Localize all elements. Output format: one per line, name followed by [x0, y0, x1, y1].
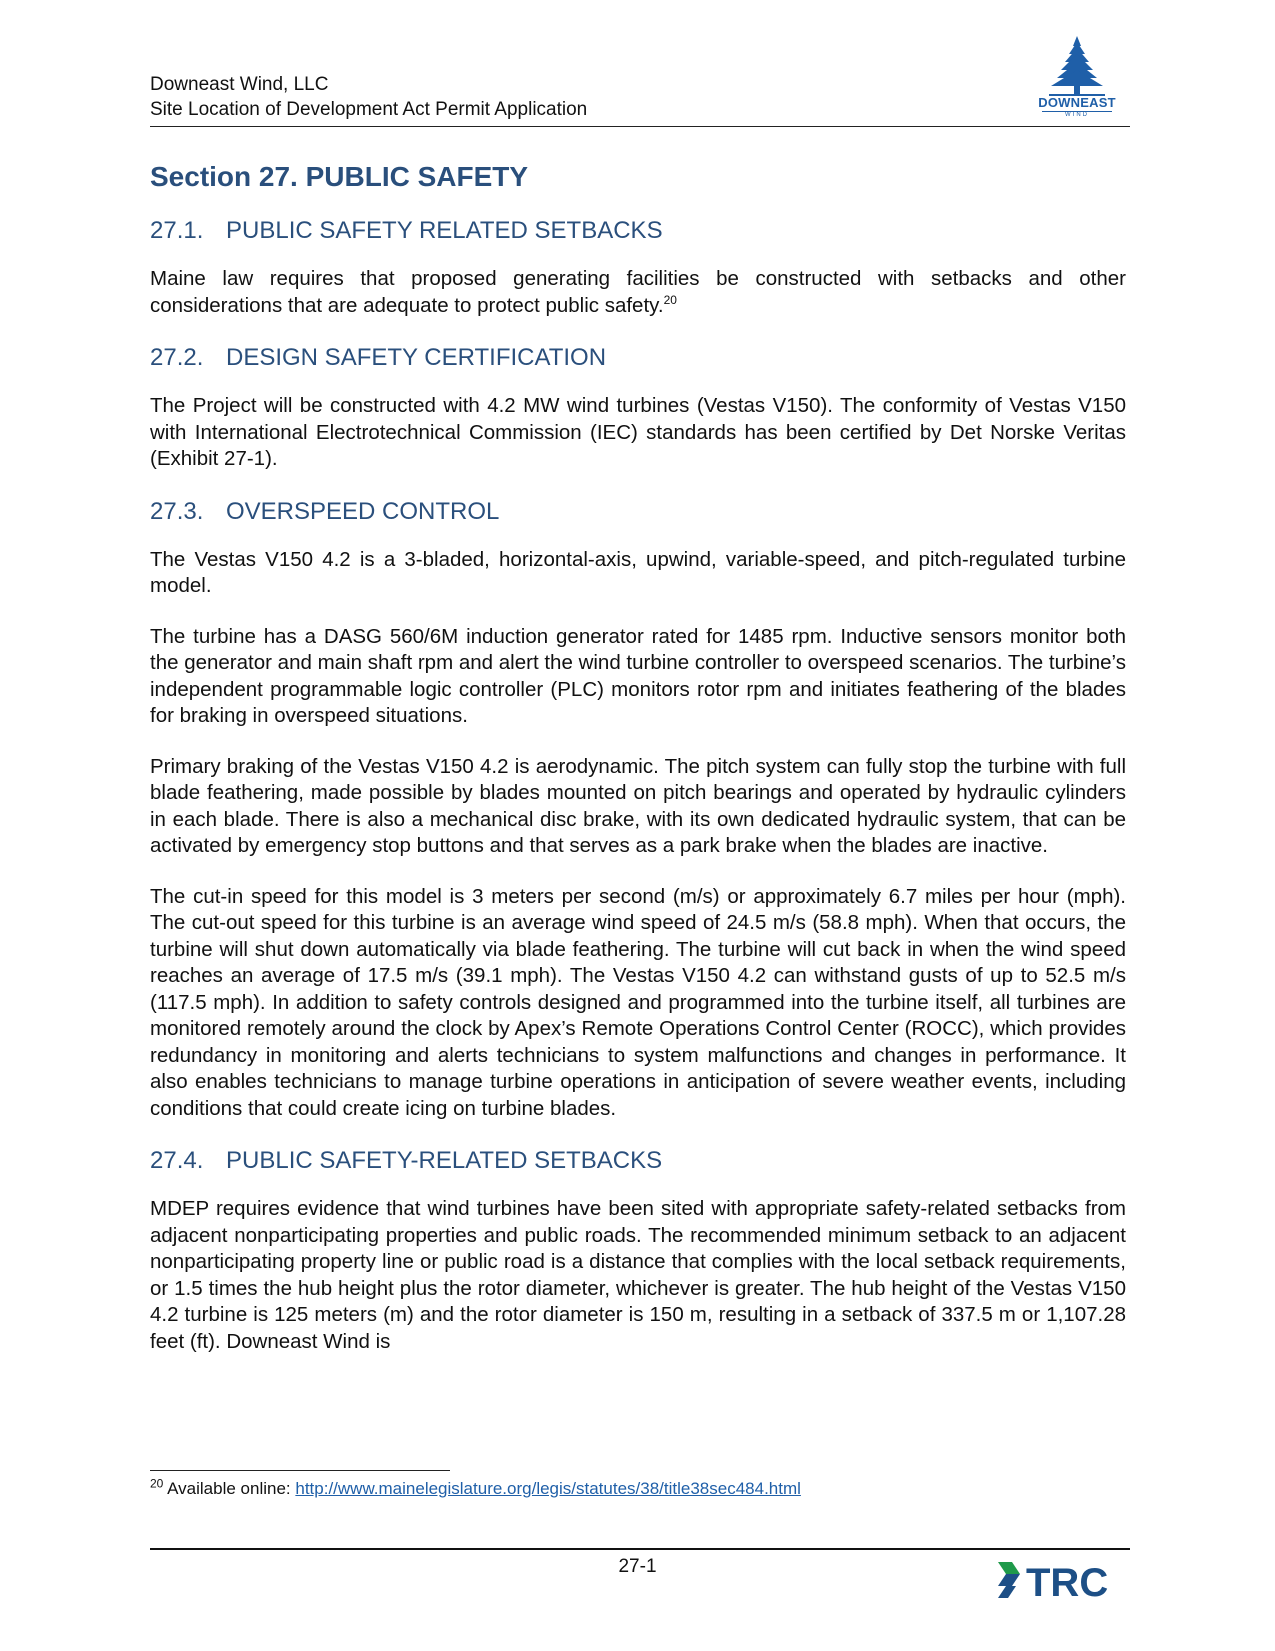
- paragraph: The Vestas V150 4.2 is a 3-bladed, horizontal-axis, upwind, variable-speed, and pitch-regulated turbine model.: [150, 547, 1126, 597]
- subsection-number: 27.1.: [150, 217, 204, 244]
- paragraph: The Project will be constructed with 4.2 MW wind turbines (Vestas V150). The conformity of Vestas V150 with International Electrotechnical Commission (IEC) standards has been certified by Det Norske Veritas (Exhibit 27-1).: [150, 394, 1126, 470]
- page-number: 27-1: [618, 1556, 657, 1577]
- trc-logo: [994, 1556, 1134, 1606]
- trc-wordmark: TRC: [1026, 1561, 1109, 1605]
- tree-icon: [1045, 34, 1109, 98]
- trc-chevron-icon: [998, 1562, 1020, 1598]
- subsection-heading-27-3: [150, 497, 1126, 527]
- paragraph: The cut-in speed for this model is 3 meters per second (m/s) or approximately 6.7 miles per hour (mph). The cut-out speed for this turbine is an average wind speed of 24.5 m/s (58.8 mph). When that occurs, the turbine will shut down automatically via blade feathering. The turbine will cut back in when the wind speed reaches an average of 17.5 m/s (39.1 mph). The Vestas V150 4.2 can withstand gusts of up to 52.5 m/s (117.5 mph). In addition to safety controls designed and programmed into the turbine itself, all turbines are monitored remotely around the clock by Apex’s Remote Operations Control Center (ROCC), which provides redundancy in monitoring and alerts technicians to system malfunctions and changes in performance. It also enables technicians to manage turbine operations in anticipation of severe weather events, including conditions that could create icing on turbine blades.: [150, 884, 1126, 1120]
- main-content: [150, 160, 1126, 1379]
- paragraph: Primary braking of the Vestas V150 4.2 is aerodynamic. The pitch system can fully stop the turbine with full blade feathering, made possible by blades mounted on pitch bearings and operated by hydraulic cylinders in each blade. There is also a mechanical disc brake, with its own dedicated hydraulic system, that can be activated by emergency stop buttons and that serves as a park brake when the blades are inactive.: [150, 754, 1126, 857]
- footnote-label: Available online:: [163, 1479, 296, 1498]
- subsection-title: DESIGN SAFETY CERTIFICATION: [226, 344, 607, 371]
- footnote-link[interactable]: http://www.mainelegislature.org/legis/statutes/38/title38sec484.html: [295, 1479, 801, 1498]
- subsection-heading-27-4: [150, 1146, 1126, 1176]
- downeast-logo: [1036, 34, 1118, 122]
- subsection-title: OVERSPEED CONTROL: [226, 497, 500, 525]
- paragraph: MDEP requires evidence that wind turbines have been sited with appropriate safety-related setbacks from adjacent nonparticipating properties and public roads. The recommended minimum setback to an adjacent nonparticipating property line or public road is a distance that complies with the local setback requirements, or 1.5 times the hub height plus the rotor diameter, whichever is greater. The hub height of the Vestas V150 4.2 turbine is 125 meters (m) and the rotor diameter is 150 m, resulting in a setback of 337.5 m or 1,107.28 feet (ft). Downeast Wind is: [150, 1197, 1126, 1353]
- paragraph-text: Maine law requires that proposed generating facilities be constructed with setbacks and other considerations that are adequate to protect public safety.: [150, 267, 1126, 317]
- paragraph: The turbine has a DASG 560/6M induction generator rated for 1485 rpm. Inductive sensors monitor both the generator and main shaft rpm and alert the wind turbine controller to overspeed scenarios. The turbine’s independent programmable logic controller (PLC) monitors rotor rpm and initiates feathering of the blades for braking in overspeed situations.: [150, 624, 1126, 727]
- subsection-number: 27.4.: [150, 1147, 204, 1174]
- subsection-title: PUBLIC SAFETY-RELATED SETBACKS: [226, 1147, 663, 1174]
- logo-subtext: WIND: [1042, 111, 1112, 119]
- header-subtitle: Site Location of Development Act Permit Application: [150, 99, 588, 120]
- subsection-title: PUBLIC SAFETY RELATED SETBACKS: [226, 217, 663, 244]
- subsection-heading-27-1: [150, 216, 1126, 246]
- footnote-number: 20: [150, 1476, 164, 1491]
- paragraph: [150, 266, 1126, 319]
- subsection-heading-27-2: [150, 343, 1126, 373]
- subsection-number: 27.3.: [150, 497, 204, 525]
- page-header: [150, 72, 1130, 127]
- footnote: [150, 1478, 801, 1500]
- section-title: Section 27. PUBLIC SAFETY: [150, 161, 529, 192]
- footnote-divider: [150, 1470, 450, 1471]
- footer-divider: [150, 1548, 1130, 1550]
- header-company: Downeast Wind, LLC: [150, 74, 329, 95]
- logo-text: DOWNEAST: [1038, 95, 1116, 110]
- footnote-ref: 20: [663, 292, 677, 307]
- subsection-number: 27.2.: [150, 344, 204, 371]
